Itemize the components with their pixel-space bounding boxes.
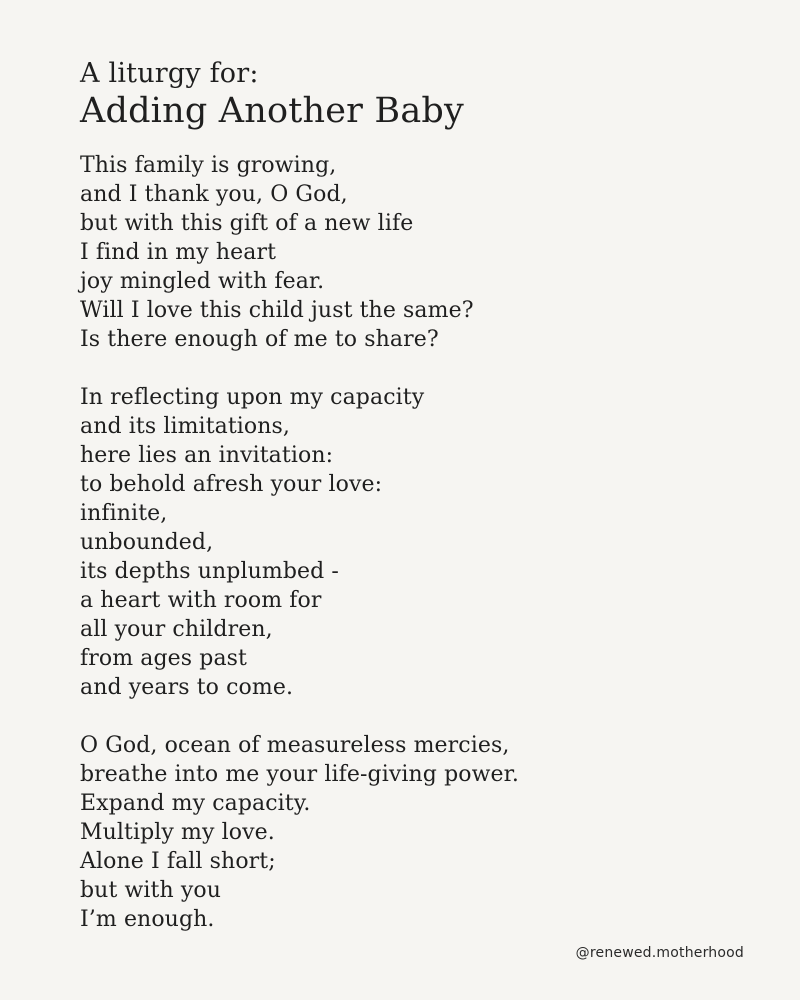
stanza-3 [80,731,760,934]
poem-line: a heart with room for [80,588,322,613]
poem-line: from ages past [80,646,247,671]
poem-line: Expand my capacity. [80,791,311,816]
poem-line: but with you [80,878,221,903]
poem-line: and its limitations, [80,414,291,439]
poem-line: In reflecting upon my capacity [80,385,425,410]
liturgy-title: Adding Another Baby [80,91,464,131]
poem-line: Alone I fall short; [80,849,276,874]
poem-line: unbounded, [80,530,214,555]
poem-line: O God, ocean of measureless mercies, [80,733,510,758]
social-handle: @renewed.motherhood [575,945,744,961]
poem-line: This family is growing, [80,153,337,178]
poem-line: here lies an invitation: [80,443,334,468]
poem-body [80,151,760,934]
poem-line: breathe into me your life-giving power. [80,762,519,787]
poem-line: its depths unplumbed - [80,559,339,584]
poem-line: Will I love this child just the same? [80,298,474,323]
poem-line: infinite, [80,501,168,526]
liturgy-heading [80,58,464,132]
poem-line: Multiply my love. [80,820,275,845]
poem-line: and I thank you, O God, [80,182,348,207]
poem-line: joy mingled with fear. [80,269,325,294]
poem-line: Is there enough of me to share? [80,327,439,352]
poem-line: all your children, [80,617,273,642]
poem-line: I’m enough. [80,907,215,932]
poem-line: to behold afresh your love: [80,472,383,497]
stanza-2 [80,383,760,702]
poem-line: but with this gift of a new life [80,211,414,236]
poem-line: and years to come. [80,675,294,700]
liturgy-subtitle: A liturgy for: [80,58,259,89]
poem-line: I find in my heart [80,240,277,265]
stanza-1 [80,151,760,354]
